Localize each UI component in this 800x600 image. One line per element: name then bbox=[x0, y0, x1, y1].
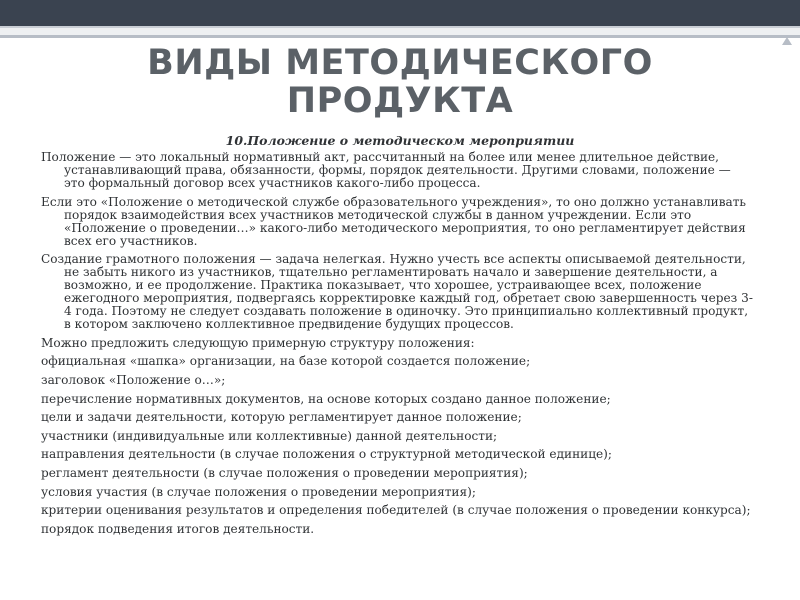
structure-item-results: порядок подведения итогов деятельности. bbox=[41, 521, 315, 536]
body-paragraph-creation: Создание грамотного положения — задача нелегкая. Нужно учесть все аспекты описываемой деятельности, не забыть никого из участников, тщательно регламентировать начало и завершение деятельности, а возможно, и ее продолжение. Практика показывает, что хорошее, устраивающее всех, положение ежегодного мероприятия, подвергаясь корректировке каждый год, обретает свою завершенность через 3-4 года. Поэтому не следует создавать положение в одиночку. Это принципиально коллективный продукт, в котором заключено коллективное предвидение будущих процессов. bbox=[41, 252, 753, 332]
body-paragraph-definition: Положение — это локальный нормативный акт, рассчитанный на более или менее длительное действие, устанавливающий права, обязанности, формы, порядок деятельности. Другими словами, положение — это формальный договор всех участников какого-либо процесса. bbox=[41, 150, 731, 190]
body-paragraph-examples: Если это «Положение о методической службе образовательного учреждения», то оно должно устанавливать порядок взаимодействия всех участников методической службы в данном учреждении. Если это «Положение о проведении…» какого-либо методического мероприятия, то оно регламентирует действия всех его участников. bbox=[41, 194, 747, 248]
structure-item-documents: перечисление нормативных документов, на основе которых создано данное положение; bbox=[41, 391, 611, 406]
structure-item-conditions: условия участия (в случае положения о проведении мероприятия); bbox=[41, 484, 476, 499]
structure-item-goals: цели и задачи деятельности, которую регламентирует данное положение; bbox=[41, 410, 522, 425]
slide-title-line-1: ВИДЫ МЕТОДИЧЕСКОГО bbox=[147, 43, 653, 83]
slide-title-line-2: ПРОДУКТА bbox=[286, 81, 514, 121]
structure-item-criteria: критерии оценивания результатов и определения победителей (в случае положения о проведении конкурса); bbox=[41, 503, 751, 518]
header-bar bbox=[0, 0, 800, 26]
header-stripe bbox=[0, 26, 800, 38]
slide-body bbox=[41, 151, 753, 541]
structure-item-directions: направления деятельности (в случае положения о структурной методической единице); bbox=[41, 447, 612, 462]
structure-item-title: заголовок «Положение о…»; bbox=[41, 372, 226, 387]
structure-item-header: официальная «шапка» организации, на базе которой создается положение; bbox=[41, 354, 531, 369]
slide-subtitle: 10.Положение о методическом мероприятии bbox=[225, 133, 575, 148]
body-paragraph-structure-intro: Можно предложить следующую примерную структуру положения: bbox=[41, 335, 475, 350]
structure-item-participants: участники (индивидуальные или коллективные) данной деятельности; bbox=[41, 428, 498, 443]
slide-title bbox=[0, 44, 800, 120]
structure-item-regulations: регламент деятельности (в случае положения о проведении мероприятия); bbox=[41, 465, 528, 480]
